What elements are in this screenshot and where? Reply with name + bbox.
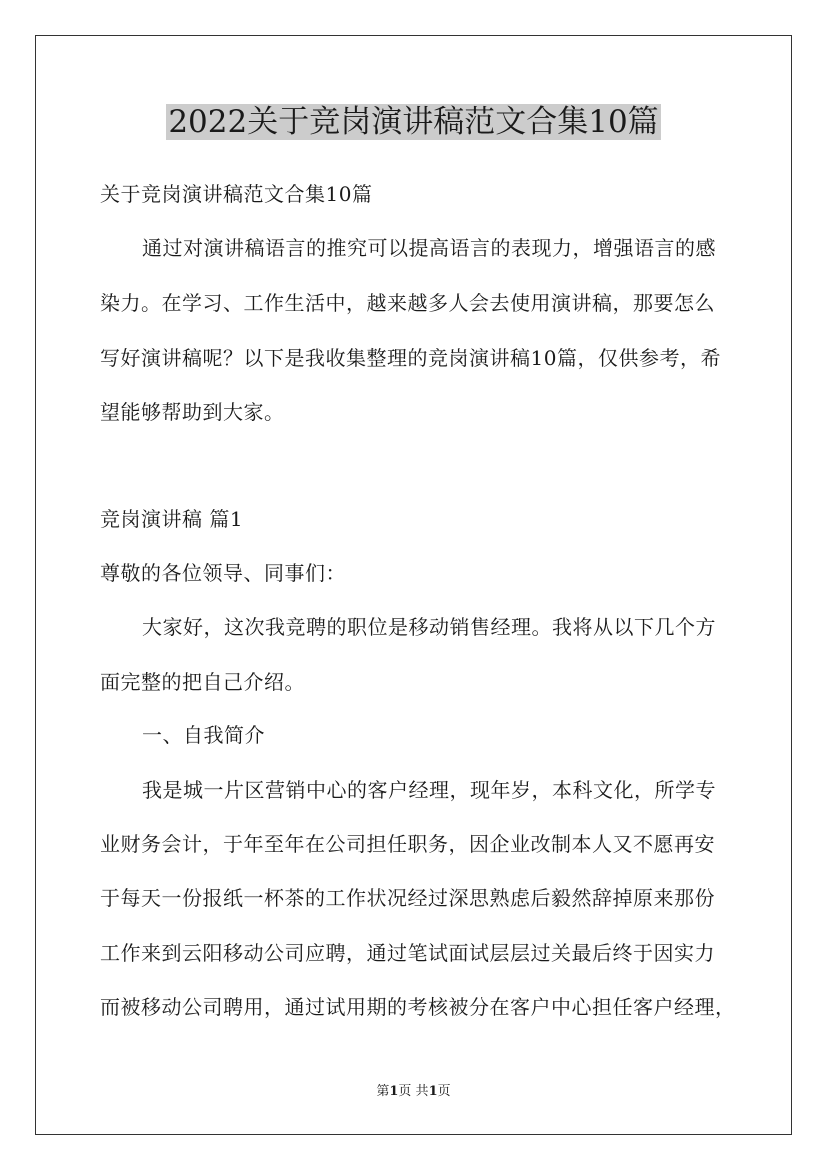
salutation: 尊敬的各位领导、同事们： xyxy=(100,561,346,585)
body-line-3: 于每天一份报纸一杯茶的工作状况经过深思熟虑后毅然辞掉原来那份 xyxy=(100,886,715,910)
intro-line-4: 望能够帮助到大家。 xyxy=(100,400,285,424)
body-line-5: 而被移动公司聘用，通过试用期的考核被分在客户中心担任客户经理， xyxy=(100,995,736,1019)
greeting-line-2: 面完整的把自己介绍。 xyxy=(100,670,305,694)
document-title xyxy=(0,100,827,144)
footer-page-total: 1 xyxy=(428,1084,438,1099)
section-heading: 竞岗演讲稿 篇1 xyxy=(100,507,244,531)
footer-page-mid: 页 共 xyxy=(398,1084,429,1099)
intro-line-3: 写好演讲稿呢？以下是我收集整理的竞岗演讲稿10篇，仅供参考，希 xyxy=(100,346,721,370)
document-title-text: 2022关于竞岗演讲稿范文合集10篇 xyxy=(168,104,659,140)
footer-page-prefix: 第 xyxy=(376,1084,390,1099)
body-line-1: 我是城一片区营销中心的客户经理，现年岁，本科文化，所学专 xyxy=(142,778,716,802)
greeting-line-1: 大家好，这次我竞聘的职位是移动销售经理。我将从以下几个方 xyxy=(142,615,716,639)
footer-page-suffix: 页 xyxy=(437,1084,451,1099)
intro-line-1: 通过对演讲稿语言的推究可以提高语言的表现力，增强语言的感 xyxy=(142,236,716,260)
body-line-2: 业财务会计，于年至年在公司担任职务，因企业改制本人又不愿再安 xyxy=(100,832,715,856)
body-line-4: 工作来到云阳移动公司应聘，通过笔试面试层层过关最后终于因实力 xyxy=(100,941,715,965)
page-footer xyxy=(0,1082,827,1102)
document-subtitle: 关于竞岗演讲稿范文合集10篇 xyxy=(100,182,373,206)
intro-line-2: 染力。在学习、工作生活中，越来越多人会去使用演讲稿，那要怎么 xyxy=(100,291,715,315)
footer-page-current: 1 xyxy=(389,1084,399,1099)
subheading: 一、自我简介 xyxy=(142,723,265,747)
